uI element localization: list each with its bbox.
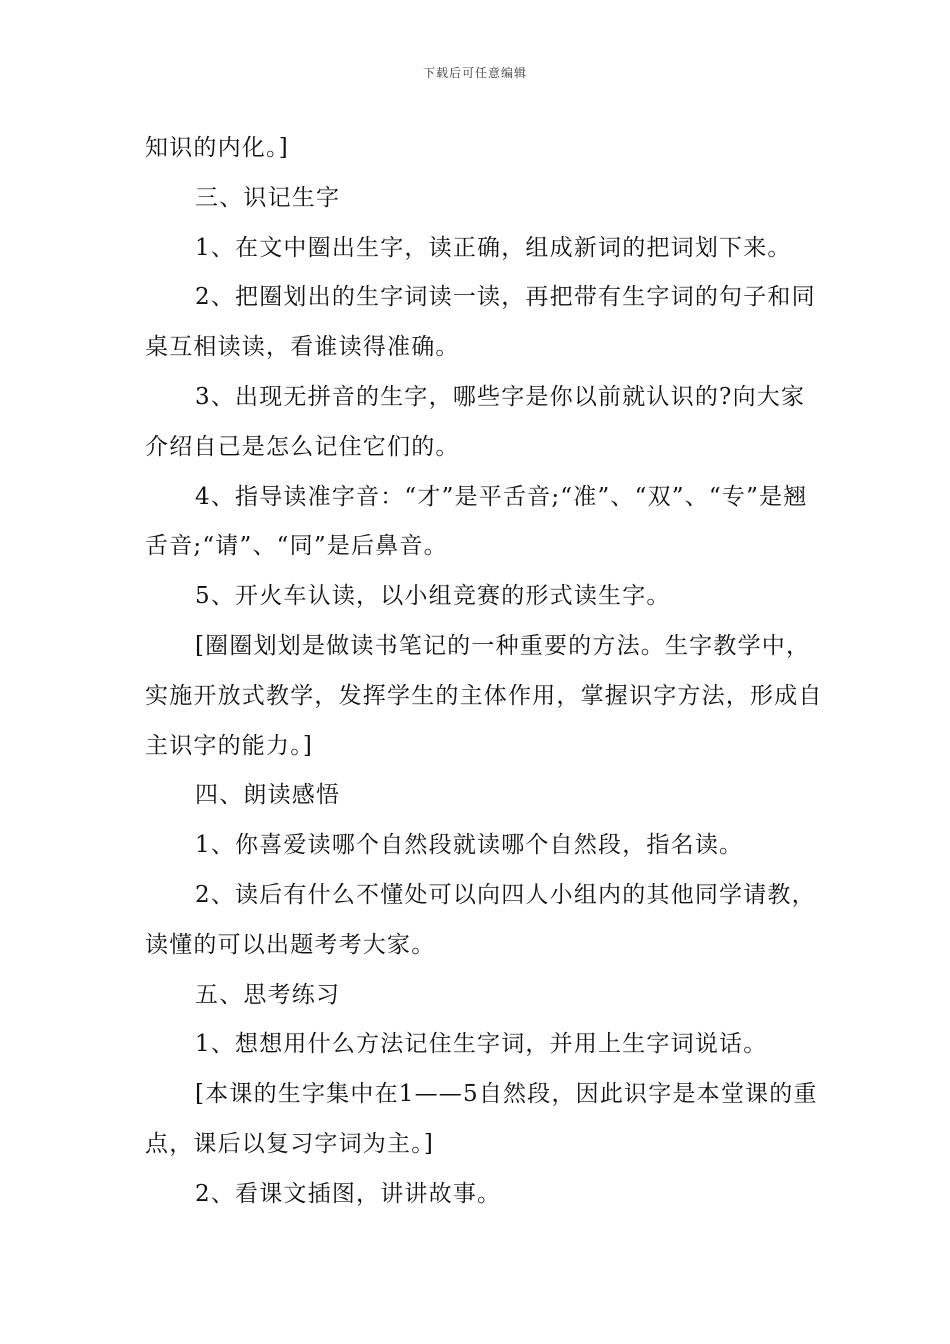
paragraph: 3、出现无拼音的生字，哪些字是你以前就认识的?向大家介绍自己是怎么记住它们的。 [145,383,806,460]
paragraph: 知识的内化。] [145,135,289,161]
section-heading: 五、思考练习 [195,981,341,1008]
paragraph: 4、指导读准字音：“才”是平舌音;“准”、“双”、“专”是翘舌音;“请”、“同”是后鼻音。 [145,483,808,560]
document-body [145,124,825,1220]
paragraph: 2、读后有什么不懂处可以向四人小组内的其他同学请教，读懂的可以出题考考大家。 [145,881,816,958]
annotation-paragraph: [本课的生字集中在1——5自然段，因此识字是本堂课的重点，课后以复习字词为主。] [145,1081,818,1157]
paragraph: 5、开火车认读，以小组竞赛的形式读生字。 [195,583,671,610]
page-header: 下载后可任意编辑 [422,66,527,80]
paragraph: 1、想想用什么方法记住生字词，并用上生字词说话。 [195,1031,768,1058]
section-heading: 四、朗读感悟 [195,782,341,809]
paragraph: 1、你喜爱读哪个自然段就读哪个自然段，指名读。 [195,832,744,859]
paragraph: 1、在文中圈出生字，读正确，组成新词的把词划下来。 [195,234,792,261]
paragraph: 2、看课文插图，讲讲故事。 [195,1180,502,1207]
paragraph: 2、把圈划出的生字词读一读，再把带有生字词的句子和同桌互相读读，看谁读得准确。 [145,284,816,361]
annotation-paragraph: [圈圈划划是做读书笔记的一种重要的方法。生字教学中，实施开放式教学，发挥学生的主体作用，掌握识字方法，形成自主识字的能力。] [145,632,823,759]
section-heading: 三、识记生字 [195,184,341,211]
